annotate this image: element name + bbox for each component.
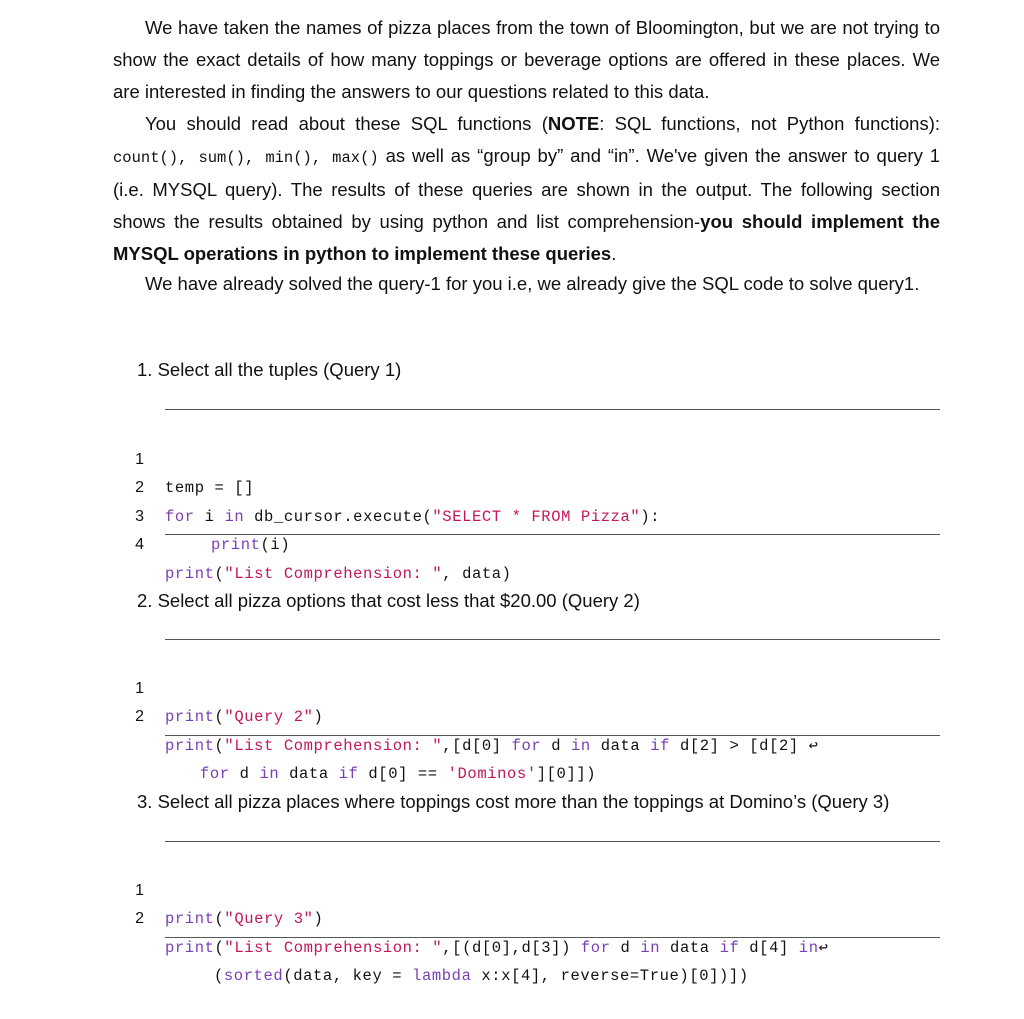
line-number: 1	[135, 679, 144, 697]
code-text: print(i)	[211, 536, 291, 554]
paragraph-query1-text: We have already solved the query-1 for you i.e, we already give the SQL code to solve query1.	[145, 273, 920, 294]
note-label: NOTE	[547, 113, 600, 134]
code-text: print("Query 2")	[165, 708, 324, 726]
line-number: 1	[135, 450, 144, 468]
code-line	[130, 417, 950, 497]
code-text: print("List Comprehension: ",[(d[0],d[3]) for d in data if d[4] in↩	[165, 938, 829, 957]
p2-bold-instruction: you should implement the MYSQL operations in python to implement these queries	[113, 211, 940, 264]
code-block-query-2	[130, 646, 950, 783]
line-number: 2	[135, 910, 144, 927]
code-text: print("List Comprehension: ", data)	[165, 564, 512, 583]
sql-function-list: count(), sum(), min(), max()	[113, 149, 379, 167]
line-number: 2	[135, 479, 144, 496]
line-number: 1	[135, 881, 144, 899]
paragraph-intro	[113, 12, 940, 108]
code-block-query-3	[130, 848, 950, 985]
p2-text-a: You should read about these SQL functions (	[145, 113, 548, 134]
code-rule-top-2	[165, 639, 940, 640]
paragraph-intro-text: We have taken the names of pizza places from the town of Bloomington, but we are not trying to show the exact details of how many toppings or beverage options are offered in these places. We are interested in finding the answers to our questions related to this data.	[113, 17, 940, 102]
p2-text-c: as well as “group by” and “in”. We've given the answer to query 1 (i.e. MYSQL query). The results of these queries are shown in the output. The following section shows the results obtained by using python and list comprehension-	[113, 145, 940, 232]
line-number: 4	[135, 536, 144, 553]
code-rule-top-1	[165, 409, 940, 410]
code-block-query-1	[130, 417, 950, 583]
code-rule-bottom-3	[165, 937, 940, 938]
query-2-title: 2. Select all pizza options that cost less that $20.00 (Query 2)	[137, 590, 640, 611]
code-text: for i in db_cursor.execute("SELECT * FROM Pizza"):	[165, 507, 661, 526]
line-number: 3	[135, 507, 144, 525]
code-line	[130, 848, 950, 928]
code-rule-bottom-1	[165, 534, 940, 535]
paragraph-query1-solved	[113, 268, 940, 300]
query-3-title: 3. Select all pizza places where toppings cost more than the toppings at Domino’s (Query 3)	[137, 791, 890, 812]
paragraph-sql-functions	[113, 108, 940, 270]
code-text: (sorted(data, key = lambda x:x[4], reverse=True)[0])])	[214, 967, 749, 985]
p2-text-end: .	[611, 243, 617, 264]
code-text: print("List Comprehension: ",[d[0] for d in data if d[2] > [d[2] ↩	[165, 736, 819, 755]
code-text: temp = []	[165, 479, 255, 497]
code-text: for d in data if d[0] == 'Dominos'][0]])	[200, 765, 597, 783]
code-text: print("Query 3")	[165, 910, 324, 928]
line-number: 2	[135, 708, 144, 725]
code-rule-bottom-2	[165, 735, 940, 736]
query-1-title: 1. Select all the tuples (Query 1)	[137, 359, 402, 380]
code-rule-top-3	[165, 841, 940, 842]
p2-text-b: : SQL functions, not Python functions):	[599, 113, 940, 134]
code-line	[130, 646, 950, 726]
